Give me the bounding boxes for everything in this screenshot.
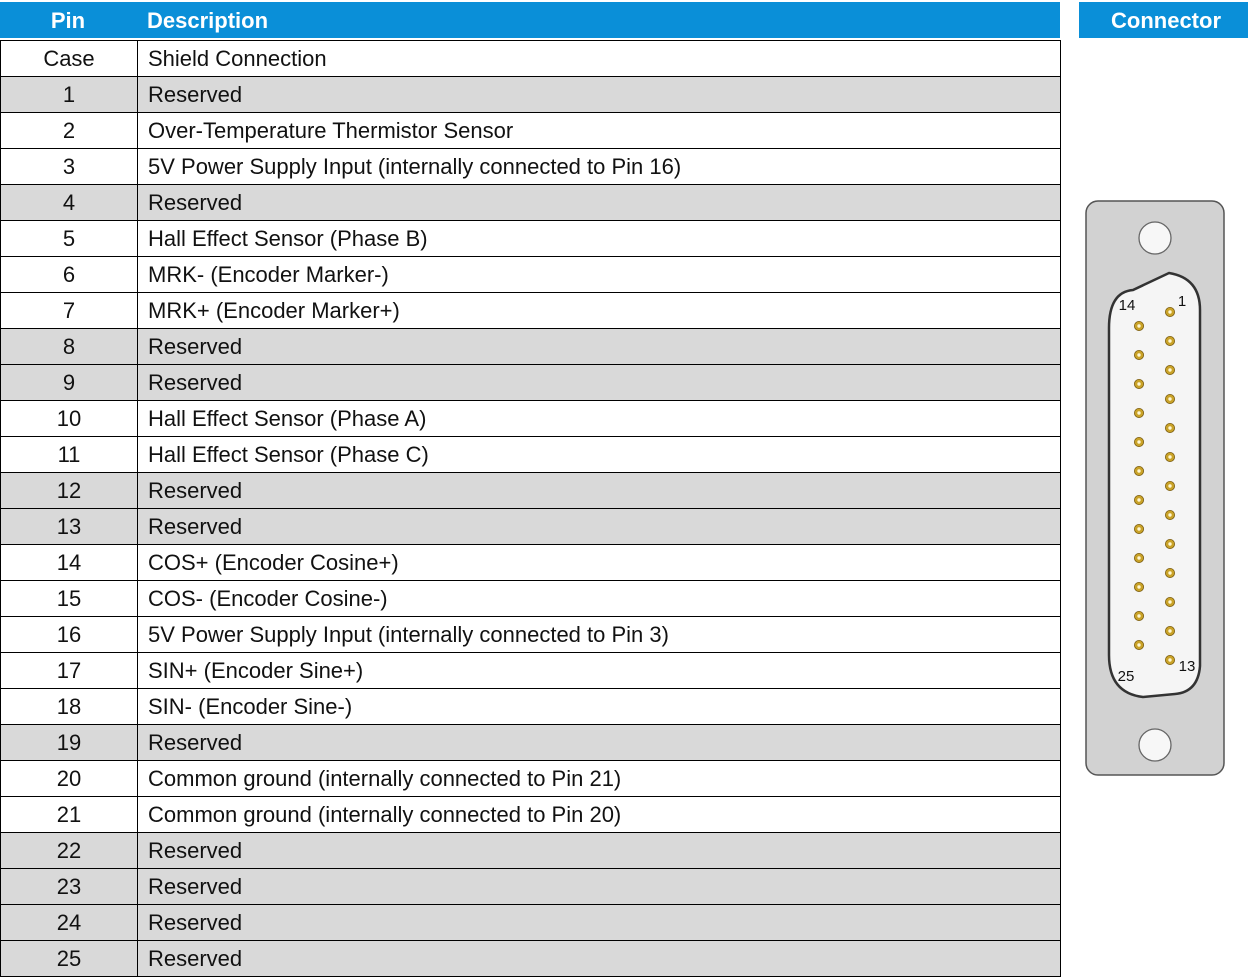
- pin-contact-12: [1165, 626, 1174, 635]
- table-row: [1, 185, 1061, 221]
- pin-description-cell: Hall Effect Sensor (Phase B): [138, 221, 1061, 257]
- pin-description-cell: MRK- (Encoder Marker-): [138, 257, 1061, 293]
- pin-number-cell: 13: [1, 509, 138, 545]
- pin-contact-2: [1165, 336, 1174, 345]
- label-pin-25: 25: [1117, 668, 1135, 685]
- table-row: [1, 581, 1061, 617]
- pin-contact-7: [1165, 481, 1174, 490]
- table-row: [1, 617, 1061, 653]
- mounting-hole-bottom: [1139, 729, 1171, 761]
- pin-description-cell: COS- (Encoder Cosine-): [138, 581, 1061, 617]
- pin-number-cell: 14: [1, 545, 138, 581]
- table-row: [1, 329, 1061, 365]
- pin-contact-3: [1165, 365, 1174, 374]
- pin-description-cell: Over-Temperature Thermistor Sensor: [138, 113, 1061, 149]
- table-row: [1, 365, 1061, 401]
- pin-description-cell: Hall Effect Sensor (Phase C): [138, 437, 1061, 473]
- pin-number-cell: 17: [1, 653, 138, 689]
- pin-contact-25: [1134, 640, 1143, 649]
- pin-table: [0, 40, 1061, 977]
- pin-description-cell: Reserved: [138, 185, 1061, 221]
- pin-description-cell: SIN- (Encoder Sine-): [138, 689, 1061, 725]
- pin-description-cell: Reserved: [138, 509, 1061, 545]
- pin-number-cell: 22: [1, 833, 138, 869]
- pin-contact-21: [1134, 524, 1143, 533]
- pin-contact-10: [1165, 568, 1174, 577]
- pin-number-cell: 6: [1, 257, 138, 293]
- pin-description-cell: SIN+ (Encoder Sine+): [138, 653, 1061, 689]
- pin-number-cell: 21: [1, 797, 138, 833]
- table-row: [1, 761, 1061, 797]
- table-row: [1, 293, 1061, 329]
- pin-contact-20: [1134, 495, 1143, 504]
- connector-column-header: Connector: [1111, 8, 1221, 33]
- pin-description-cell: Reserved: [138, 329, 1061, 365]
- pin-description-cell: Reserved: [138, 941, 1061, 977]
- table-row: [1, 257, 1061, 293]
- table-row: [1, 509, 1061, 545]
- pin-number-cell: 15: [1, 581, 138, 617]
- pin-contact-9: [1165, 539, 1174, 548]
- pin-column-header: Pin: [50, 8, 86, 33]
- pin-number-cell: 12: [1, 473, 138, 509]
- pin-number-cell: 1: [1, 77, 138, 113]
- table-row: [1, 905, 1061, 941]
- pin-number-cell: 11: [1, 437, 138, 473]
- pin-number-cell: 10: [1, 401, 138, 437]
- pin-contact-4: [1165, 394, 1174, 403]
- db25-connector-icon: [1085, 200, 1225, 776]
- pin-description-cell: 5V Power Supply Input (internally connected to Pin 3): [138, 617, 1061, 653]
- table-row: [1, 113, 1061, 149]
- table-row: [1, 401, 1061, 437]
- pin-number-cell: 3: [1, 149, 138, 185]
- table-row: [1, 941, 1061, 977]
- pin-number-cell: 16: [1, 617, 138, 653]
- pin-description-cell: MRK+ (Encoder Marker+): [138, 293, 1061, 329]
- pin-number-cell: 19: [1, 725, 138, 761]
- pin-description-cell: Common ground (internally connected to Pin 21): [138, 761, 1061, 797]
- pin-number-cell: 23: [1, 869, 138, 905]
- pin-number-cell: 2: [1, 113, 138, 149]
- pin-description-cell: 5V Power Supply Input (internally connected to Pin 16): [138, 149, 1061, 185]
- table-row: [1, 545, 1061, 581]
- table-row: [1, 653, 1061, 689]
- pin-number-cell: 5: [1, 221, 138, 257]
- pin-contact-18: [1134, 437, 1143, 446]
- pin-description-cell: Reserved: [138, 833, 1061, 869]
- pin-number-cell: 9: [1, 365, 138, 401]
- label-pin-13: 13: [1178, 658, 1196, 675]
- table-row: [1, 437, 1061, 473]
- pin-description-cell: Hall Effect Sensor (Phase A): [138, 401, 1061, 437]
- pin-contact-19: [1134, 466, 1143, 475]
- pin-table-body: [1, 41, 1061, 977]
- pin-contact-15: [1134, 350, 1143, 359]
- pin-contact-22: [1134, 553, 1143, 562]
- pin-description-cell: Reserved: [138, 725, 1061, 761]
- pin-description-cell: Shield Connection: [138, 41, 1061, 77]
- pin-number-cell: 18: [1, 689, 138, 725]
- header-gap: [1060, 2, 1079, 38]
- table-row: [1, 149, 1061, 185]
- table-row: [1, 221, 1061, 257]
- pin-number-cell: 8: [1, 329, 138, 365]
- pin-number-cell: 4: [1, 185, 138, 221]
- table-header: [0, 2, 1248, 38]
- pin-contact-8: [1165, 510, 1174, 519]
- pin-contact-17: [1134, 408, 1143, 417]
- pin-description-cell: Reserved: [138, 905, 1061, 941]
- pin-description-cell: Reserved: [138, 869, 1061, 905]
- table-row: [1, 473, 1061, 509]
- pin-contact-11: [1165, 597, 1174, 606]
- pin-contact-5: [1165, 423, 1174, 432]
- table-row: [1, 833, 1061, 869]
- label-pin-1: 1: [1177, 293, 1187, 310]
- pin-number-cell: 25: [1, 941, 138, 977]
- label-pin-14: 14: [1118, 297, 1136, 314]
- pin-description-cell: Reserved: [138, 473, 1061, 509]
- pin-description-cell: Reserved: [138, 77, 1061, 113]
- table-row: [1, 797, 1061, 833]
- table-row: [1, 41, 1061, 77]
- pin-contact-6: [1165, 452, 1174, 461]
- table-row: [1, 77, 1061, 113]
- table-row: [1, 725, 1061, 761]
- table-row: [1, 869, 1061, 905]
- pin-number-cell: 7: [1, 293, 138, 329]
- pin-description-cell: Common ground (internally connected to Pin 20): [138, 797, 1061, 833]
- description-column-header: Description: [147, 8, 269, 33]
- pin-number-cell: 20: [1, 761, 138, 797]
- pin-contact-16: [1134, 379, 1143, 388]
- pin-contact-24: [1134, 611, 1143, 620]
- pin-contact-13: [1165, 655, 1174, 664]
- pin-contact-23: [1134, 582, 1143, 591]
- connector-face: [1109, 273, 1200, 697]
- pin-contact-1: [1165, 307, 1174, 316]
- pin-description-cell: COS+ (Encoder Cosine+): [138, 545, 1061, 581]
- mounting-hole-top: [1139, 222, 1171, 254]
- pin-number-cell: Case: [1, 41, 138, 77]
- pin-contact-14: [1134, 321, 1143, 330]
- table-row: [1, 689, 1061, 725]
- pin-description-cell: Reserved: [138, 365, 1061, 401]
- pin-number-cell: 24: [1, 905, 138, 941]
